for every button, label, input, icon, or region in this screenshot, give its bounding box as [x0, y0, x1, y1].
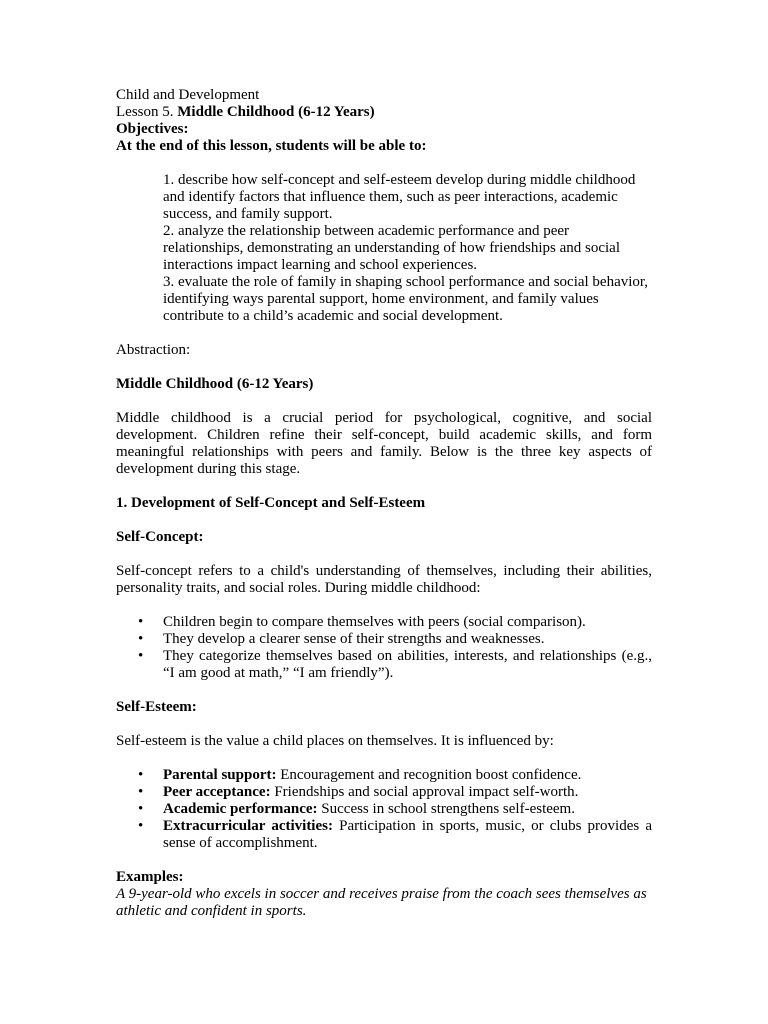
- list-item: [116, 784, 652, 801]
- document-page: [116, 87, 652, 920]
- bullet-desc: Participation in sports, music, or clubs provides a sense of accomplishment.: [163, 818, 652, 851]
- bullet-desc: Friendships and social approval impact self-worth.: [270, 784, 579, 800]
- bullet-term: Extracurricular activities:: [163, 818, 333, 834]
- list-item: • They categorize themselves based on abilities, interests, and relationships (e.g., “I am good at math,” “I am friendly”).: [116, 648, 652, 682]
- list-item: • They develop a clearer sense of their strengths and weaknesses.: [116, 631, 652, 648]
- bullet-term: Academic performance:: [163, 801, 318, 817]
- examples-heading: Examples:: [116, 869, 184, 885]
- objectives-list: [163, 172, 652, 325]
- lesson-title: Middle Childhood (6-12 Years): [177, 104, 375, 120]
- objective-item: 1. describe how self-concept and self-esteem develop during middle childhood and identify factors that influence them, such as peer interactions, academic success, and family support.: [163, 172, 636, 222]
- section-heading-middle-childhood: Middle Childhood (6-12 Years): [116, 376, 314, 392]
- lesson-prefix: Lesson 5.: [116, 104, 178, 120]
- list-item: [116, 818, 652, 852]
- objective-item: 3. evaluate the role of family in shaping school performance and social behavior, identifying ways parental support, home environment, and family values contribute to a child’s academic and social development.: [163, 274, 649, 324]
- objectives-intro: At the end of this lesson, students will be able to:: [116, 138, 427, 154]
- course-title: Child and Development: [116, 87, 260, 103]
- subheading-self-esteem: Self-Esteem:: [116, 699, 197, 715]
- self-esteem-bullet-list: [116, 767, 652, 852]
- list-item: • Children begin to compare themselves with peers (social comparison).: [116, 614, 652, 631]
- objectives-label: Objectives:: [116, 121, 189, 137]
- self-concept-bullet-list: [116, 614, 652, 682]
- bullet-term: Peer acceptance:: [163, 784, 271, 800]
- section-heading-self-concept-esteem: 1. Development of Self-Concept and Self-Esteem: [116, 495, 426, 511]
- intro-paragraph: Middle childhood is a crucial period for psychological, cognitive, and social development. Children refine their self-concept, build academic skills, and form meaningful relationships with peers and family. Below is the three key aspects of development during this stage.: [116, 410, 652, 477]
- subheading-self-concept: Self-Concept:: [116, 529, 204, 545]
- bullet-desc: Encouragement and recognition boost confidence.: [276, 767, 582, 783]
- self-concept-paragraph: Self-concept refers to a child's understanding of themselves, including their abilities, personality traits, and social roles. During middle childhood:: [116, 563, 652, 596]
- lesson-title-line: [116, 104, 652, 121]
- example-text: A 9-year-old who excels in soccer and receives praise from the coach sees themselves as athletic and confident in sports.: [116, 886, 647, 919]
- list-item: [116, 801, 652, 818]
- self-esteem-paragraph: Self-esteem is the value a child places on themselves. It is influenced by:: [116, 733, 554, 749]
- bullet-term: Parental support:: [163, 767, 277, 783]
- list-item: [116, 767, 652, 784]
- abstraction-label: Abstraction:: [116, 342, 191, 358]
- objective-item: 2. analyze the relationship between academic performance and peer relationships, demonstrating an understanding of how friendships and social interactions impact learning and school experiences.: [163, 223, 620, 273]
- bullet-desc: Success in school strengthens self-esteem.: [317, 801, 575, 817]
